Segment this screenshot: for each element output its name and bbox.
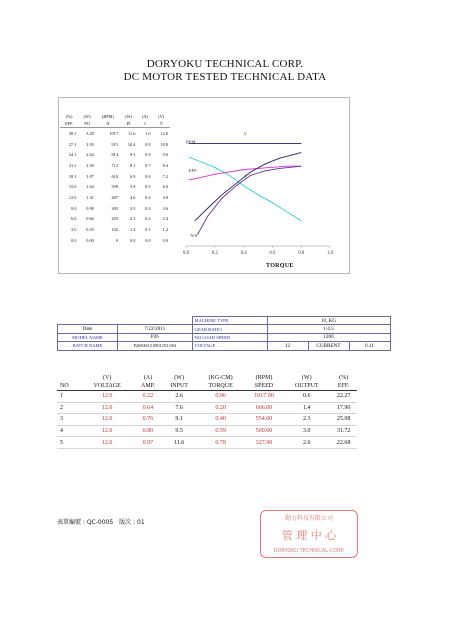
- mini-header: N: [106, 121, 110, 126]
- mini-cell: 3.0: [71, 227, 77, 233]
- results-cell: 2: [57, 402, 80, 414]
- mini-row: [60, 224, 170, 235]
- stamp-top-text: 動力科技有限公司: [284, 515, 334, 522]
- mini-cell: 0.6: [145, 173, 151, 179]
- model-value: P26: [118, 333, 193, 341]
- mini-cell: 3.28: [78, 128, 95, 139]
- table-row: [57, 391, 357, 403]
- mini-cell: 0.66: [86, 216, 94, 222]
- mini-cell: 8.1: [130, 162, 136, 168]
- x-tick-label: 0.6: [269, 251, 276, 256]
- mini-cell: 24.1: [68, 152, 77, 158]
- mini-cell: 4.8: [162, 194, 168, 200]
- results-cell: 12.0: [80, 437, 134, 449]
- mini-cell: 509: [111, 184, 118, 190]
- mini-cell: 6.0: [71, 216, 77, 222]
- mini-row: [60, 139, 170, 150]
- mini-row: [60, 181, 170, 192]
- mini-cell: 27.1: [68, 141, 77, 147]
- current-label: CURRENT: [308, 342, 349, 350]
- mini-cell: 5.8: [130, 184, 136, 190]
- mini-unit: (%): [65, 114, 73, 119]
- results-cell: 31.72: [330, 425, 357, 437]
- results-unit: (KG-CM): [208, 375, 233, 381]
- mini-header: PI: [126, 121, 131, 126]
- series-label: V: [243, 131, 247, 137]
- mini-unit: (A): [141, 114, 148, 119]
- mini-cell: 1.2: [162, 227, 168, 233]
- batch-value: P260004.5 8801253-004: [118, 342, 193, 350]
- mini-cell: 12.0: [153, 128, 171, 139]
- results-cell: 3: [57, 414, 80, 426]
- mini-cell: 1017: [96, 128, 120, 139]
- results-header: NO: [57, 382, 80, 391]
- results-cell: 0.76: [134, 414, 161, 426]
- results-cell: 554.00: [245, 414, 284, 426]
- mini-cell: 10.4: [127, 141, 136, 147]
- results-cell: 0.40: [197, 414, 245, 426]
- mini-cell: 0.98: [86, 205, 94, 211]
- results-cell: 2.3: [283, 414, 330, 426]
- results-cell: 2.6: [162, 391, 197, 403]
- mini-cell: 18.1: [68, 173, 77, 179]
- mini-row: [60, 160, 170, 171]
- mini-cell: 1.2: [130, 227, 136, 233]
- x-tick-label: 0.0: [183, 251, 189, 256]
- results-cell: 25.08: [330, 414, 357, 426]
- date-value: 7/22/2011: [118, 325, 193, 333]
- mini-cell: 305: [111, 205, 118, 211]
- results-unit: [57, 374, 80, 382]
- results-cell: 11.6: [162, 437, 197, 449]
- results-cell: 22.68: [330, 437, 357, 449]
- results-cell: 9.1: [162, 414, 197, 426]
- results-cell: 1.4: [283, 402, 330, 414]
- results-cell: 5: [57, 437, 80, 449]
- mini-cell: 102: [111, 227, 118, 233]
- series-line-po: [198, 166, 302, 234]
- mini-row: [60, 128, 170, 139]
- mini-cell: 9.6: [162, 152, 168, 158]
- summary-table: [60, 113, 170, 246]
- mini-cell: 11.6: [120, 128, 137, 139]
- results-cell: 9.5: [162, 425, 197, 437]
- results-cell: 12.0: [80, 391, 134, 403]
- results-cell: 2.6: [283, 437, 330, 449]
- results-header: TORQUE: [197, 382, 245, 391]
- results-cell: 12.0: [80, 425, 134, 437]
- mini-cell: 1.0: [137, 128, 152, 139]
- results-header: OUTPUT: [283, 382, 330, 391]
- no-load-speed-value: 1200: [267, 333, 390, 341]
- mini-unit: (W): [83, 114, 91, 119]
- mini-cell: 0: [115, 237, 118, 243]
- results-header: VOLTAGE: [80, 382, 134, 391]
- mini-row: [60, 214, 170, 225]
- mini-cell: 0.8: [145, 152, 151, 158]
- model-label: MODEL NAME: [58, 333, 118, 341]
- mini-row: [60, 203, 170, 214]
- table-row: [57, 437, 357, 449]
- mini-cell: 0.0: [162, 237, 168, 243]
- mini-cell: 712: [111, 162, 118, 168]
- series-label: RPM: [186, 139, 196, 145]
- mini-cell: 7.2: [162, 173, 168, 179]
- x-tick-label: 0.8: [298, 251, 305, 256]
- results-unit: (%): [339, 375, 349, 381]
- results-cell: 1: [57, 391, 80, 403]
- results-cell: 0.06: [197, 391, 245, 403]
- mini-header: PO: [84, 121, 90, 126]
- results-cell: 1017.00: [245, 391, 284, 403]
- mini-cell: 2.62: [86, 152, 94, 158]
- performance-chart: [178, 128, 338, 258]
- results-unit: (W): [174, 375, 184, 381]
- mini-cell: 8.4: [162, 162, 168, 168]
- results-cell: 0.78: [197, 437, 245, 449]
- table-row: [57, 402, 357, 414]
- mini-row: [60, 235, 170, 246]
- mini-cell: 2.95: [86, 141, 94, 147]
- results-cell: 500.00: [245, 425, 284, 437]
- series-label: A: [243, 173, 247, 179]
- mini-cell: 1.64: [86, 184, 94, 190]
- mini-header: V: [159, 121, 163, 126]
- mini-cell: 0.33: [86, 227, 94, 233]
- mini-cell: 30.1: [60, 128, 78, 139]
- results-cell: 22.27: [330, 391, 357, 403]
- results-cell: 12.0: [80, 402, 134, 414]
- machine-info-table: [57, 316, 391, 351]
- mini-unit: (V): [158, 114, 165, 119]
- mini-cell: 4.6: [130, 194, 136, 200]
- mini-cell: 0.7: [145, 162, 151, 168]
- results-cell: 0.59: [197, 425, 245, 437]
- results-unit: (V): [102, 375, 112, 381]
- mini-cell: 3.5: [130, 205, 136, 211]
- mini-cell: 6.9: [130, 173, 136, 179]
- results-header: EFF.: [330, 382, 357, 391]
- mini-cell: 0.9: [145, 141, 151, 147]
- mini-cell: 2.30: [86, 162, 94, 168]
- gear-ratio-value: 1/4.5: [267, 325, 390, 333]
- mini-cell: 2.4: [162, 216, 168, 222]
- machine-type-value: 10_KG: [267, 317, 390, 325]
- x-axis-title: TORQUE: [266, 263, 294, 269]
- mini-cell: 9.3: [130, 152, 136, 158]
- results-unit: (W): [301, 375, 312, 381]
- mini-cell: 915: [111, 141, 118, 147]
- results-cell: 0.64: [134, 402, 161, 414]
- mini-cell: 2.3: [130, 216, 136, 222]
- mini-cell: 3.6: [162, 205, 168, 211]
- results-cell: 0.6: [283, 391, 330, 403]
- table-row: [57, 414, 357, 426]
- x-tick-label: 0.4: [240, 251, 247, 256]
- mini-cell: 15.0: [68, 184, 77, 190]
- mini-row: [60, 149, 170, 160]
- x-tick-label: 1.0: [327, 251, 333, 256]
- voltage-label: VOLTAGE: [192, 342, 267, 350]
- mini-cell: 0.2: [145, 216, 151, 222]
- results-cell: 0.80: [134, 425, 161, 437]
- form-number: 表單編號 : QC-0005 版次 : 01: [57, 519, 145, 526]
- mini-cell: 814: [111, 152, 118, 158]
- date-label: Date: [58, 325, 118, 333]
- document-title: DC MOTOR TESTED TECHNICAL DATA: [123, 71, 327, 83]
- company-stamp: [260, 510, 358, 558]
- current-value: 0.11: [349, 342, 390, 350]
- company-name: DORYOKU TECHNICAL CORP.: [146, 58, 304, 70]
- mini-cell: 203: [111, 216, 118, 222]
- voltage-value: 12: [267, 342, 308, 350]
- mini-cell: 0.0: [71, 237, 77, 243]
- mini-row: [60, 171, 170, 182]
- mini-cell: 10.8: [160, 141, 168, 147]
- series-label: EFF: [188, 167, 197, 173]
- mini-cell: 0.0: [145, 237, 151, 243]
- mini-cell: 0.4: [145, 194, 151, 200]
- mini-row: [60, 192, 170, 203]
- no-load-speed-label: NO LOAD SPEED: [192, 333, 267, 341]
- results-cell: 17.90: [330, 402, 357, 414]
- stamp-main-text: 管 理 中 心: [281, 529, 337, 542]
- results-cell: 666.00: [245, 402, 284, 414]
- results-cell: 4: [57, 425, 80, 437]
- series-label: N/S: [190, 232, 198, 238]
- mini-unit: (W): [125, 114, 133, 119]
- mini-cell: 610: [111, 173, 118, 179]
- mini-cell: 0.00: [86, 237, 94, 243]
- mini-cell: 0.3: [145, 205, 151, 211]
- results-cell: 0.22: [134, 391, 161, 403]
- mini-cell: 1.97: [86, 173, 94, 179]
- stamp-bottom-text: DORYOKU TECHNICAL CORP.: [273, 548, 345, 554]
- results-unit: (RPM): [255, 375, 273, 381]
- mini-cell: 21.1: [68, 162, 77, 168]
- table-row: [57, 425, 357, 437]
- mini-cell: 1.31: [86, 194, 94, 200]
- mini-cell: 12.0: [68, 194, 77, 200]
- machine-type-label: MACHINE TYPE: [192, 317, 267, 325]
- results-header: AMP.: [134, 382, 161, 391]
- mini-cell: 9.0: [71, 205, 77, 211]
- results-cell: 3.0: [283, 425, 330, 437]
- results-cell: 327.90: [245, 437, 284, 449]
- results-unit: (A): [143, 375, 153, 381]
- mini-cell: 0.0: [130, 237, 136, 243]
- results-cell: 7.6: [162, 402, 197, 414]
- mini-header: EFF.: [65, 121, 74, 126]
- test-results-table: [57, 374, 357, 449]
- results-cell: 0.97: [134, 437, 161, 449]
- results-cell: 12.0: [80, 414, 134, 426]
- mini-header: I: [144, 121, 146, 126]
- mini-cell: 0.1: [145, 227, 151, 233]
- gear-ratio-label: GEAR RATIO: [192, 325, 267, 333]
- mini-unit: (RPM): [101, 114, 114, 119]
- results-header: INPUT: [162, 382, 197, 391]
- results-header: SPEED: [245, 382, 284, 391]
- mini-cell: 407: [111, 194, 118, 200]
- x-tick-label: 0.2: [211, 251, 218, 256]
- mini-cell: 6.0: [162, 184, 168, 190]
- results-cell: 0.20: [197, 402, 245, 414]
- batch-label: BATCH NAME: [58, 342, 118, 350]
- mini-cell: 0.5: [145, 184, 151, 190]
